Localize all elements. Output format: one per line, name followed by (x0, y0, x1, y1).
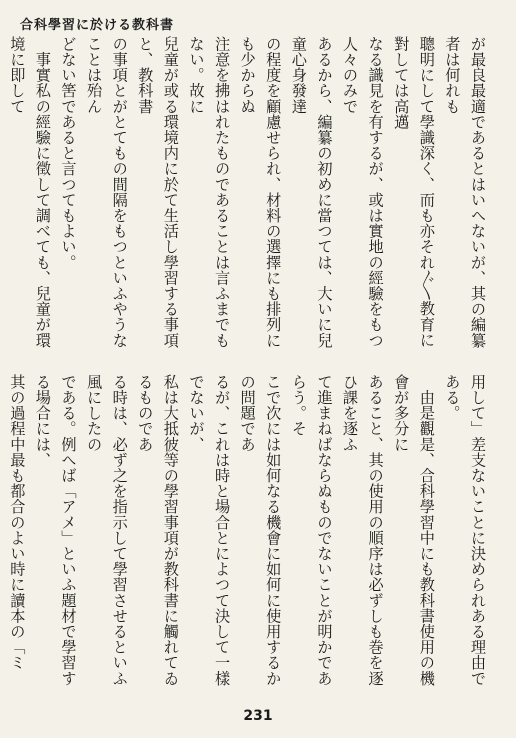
running-header: 合科學習に於ける教科書 (20, 18, 175, 33)
page-number: 231 (243, 708, 273, 724)
body-text-upper: が最良最適であるとはいへないが、其の編纂者は何れも 聰明にして學識深く、而も亦それ〴〵教育に對しては高邁 なる識見を有するが、或は實地の經驗をもつ人々のみで あるから、編纂の初めに當つては、大いに兒童心身發達 の程度を顧慮せられ、材料の選擇にも排列にも少からぬ 注意を拂はれたものであることは言ふまでもない。故に 兒童が或る環境内に於て生活し學習する事項と、教科書 の事項とがとてもの間隔をもつといふやうなことは殆ん どない筈であると言つてもよい。 事實私の經驗に徵して調べても、兒童が環境に即して (8, 36, 487, 348)
body-text-lower: 用して」差支ないことに決められある理由である。 由是觀是、合科學習中にも教科書使用の機會が多分に あること、其の使用の順序は必ずしも巻を逐ひ課を逐ふ て進まねばならぬものでないことが明かであらう。そ こで次には如何なる機會に如何に使用するかの問題であ るが、これは時と場合とによつて決して一樣でないが、 私は大抵彼等の學習事項が教科書に觸れてゐるものであ る時は、必ず之を指示して學習させるといふ風にしたの である。例へば「アメ」といふ題材で學習する場合には、 其の過程中最も都合のよい時に讀本の「ミ (8, 374, 487, 686)
